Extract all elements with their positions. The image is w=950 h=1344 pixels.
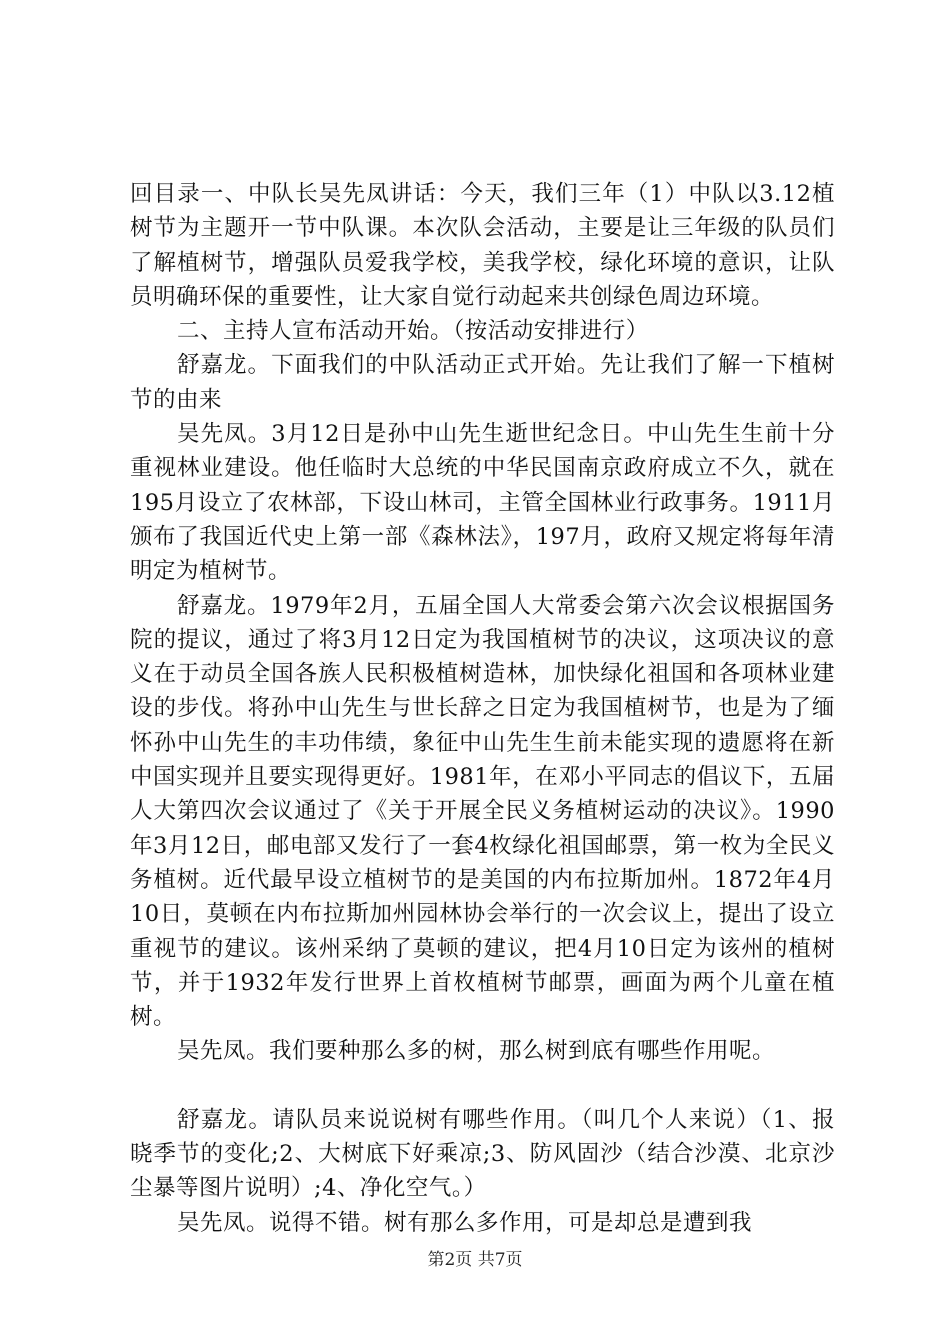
paragraph-wu-history: 吴先凤。3月12日是孙中山先生逝世纪念日。中山先生生前十分重视林业建设。他任临时大总统的中华民国南京政府成立不久，就在195月设立了农林部，下设山林司，主管全国林业行政事务。1911月颁布了我国近代史上第一部《森林法》，197月，政府又规定将每年清明定为植树节。 xyxy=(130,421,835,585)
paragraph-shu-tree-uses: 舒嘉龙。请队员来说说树有哪些作用。（叫几个人来说）（1、报晓季节的变化;2、大树底下好乘凉;3、防风固沙（结合沙漠、北京沙尘暴等图片说明）;4、净化空气。） xyxy=(130,1106,835,1202)
paragraph-wu-question: 吴先凤。我们要种那么多的树，那么树到底有哪些作用呢。 xyxy=(177,1038,776,1065)
page-footer: 第2页 共7页 xyxy=(427,1250,523,1270)
paragraph-shu-history: 舒嘉龙。1979年2月，五届全国人大常委会第六次会议根据国务院的提议，通过了将3月12日定为我国植树节的决议，这项决议的意义在于动员全国各族人民积极植树造林，加快绿化祖国和各项林业建设的步伐。将孙中山先生与世长辞之日定为我国植树节，也是为了缅怀孙中山先生的丰功伟绩，象征中山先生生前未能实现的遗愿将在新中国实现并且要实现得更好。1981年，在邓小平同志的倡议下，五届人大第四次会议通过了《关于开展全民义务植树运动的决议》。1990年3月12日，邮电部又发行了一套4枚绿化祖国邮票，第一枚为全民义务植树。近代最早设立植树节的是美国的内布拉斯加州。1872年4月10日，莫顿在内布拉斯加州园林协会举行的一次会议上，提出了设立重视节的建议。该州采纳了莫顿的建议，把4月10日定为该州的植树节，并于1932年发行世界上首枚植树节邮票，画面为两个儿童在植树。 xyxy=(130,592,835,1031)
document-body xyxy=(130,177,835,1240)
paragraph-host-announcement: 二、主持人宣布活动开始。（按活动安排进行） xyxy=(177,318,649,345)
paragraph-opening: 回目录一、中队长吴先凤讲话：今天，我们三年（1）中队以3.12植树节为主题开一节中队课。本次队会活动，主要是让三年级的队员们了解植树节，增强队员爱我学校，美我学校，绿化环境的意识，让队员明确环保的重要性，让大家自觉行动起来共创绿色周边环境。 xyxy=(130,181,835,310)
paragraph-shu-intro: 舒嘉龙。下面我们的中队活动正式开始。先让我们了解一下植树节的由来 xyxy=(130,352,835,413)
paragraph-wu-continue: 吴先凤。说得不错。树有那么多作用，可是却总是遭到我 xyxy=(177,1209,753,1236)
